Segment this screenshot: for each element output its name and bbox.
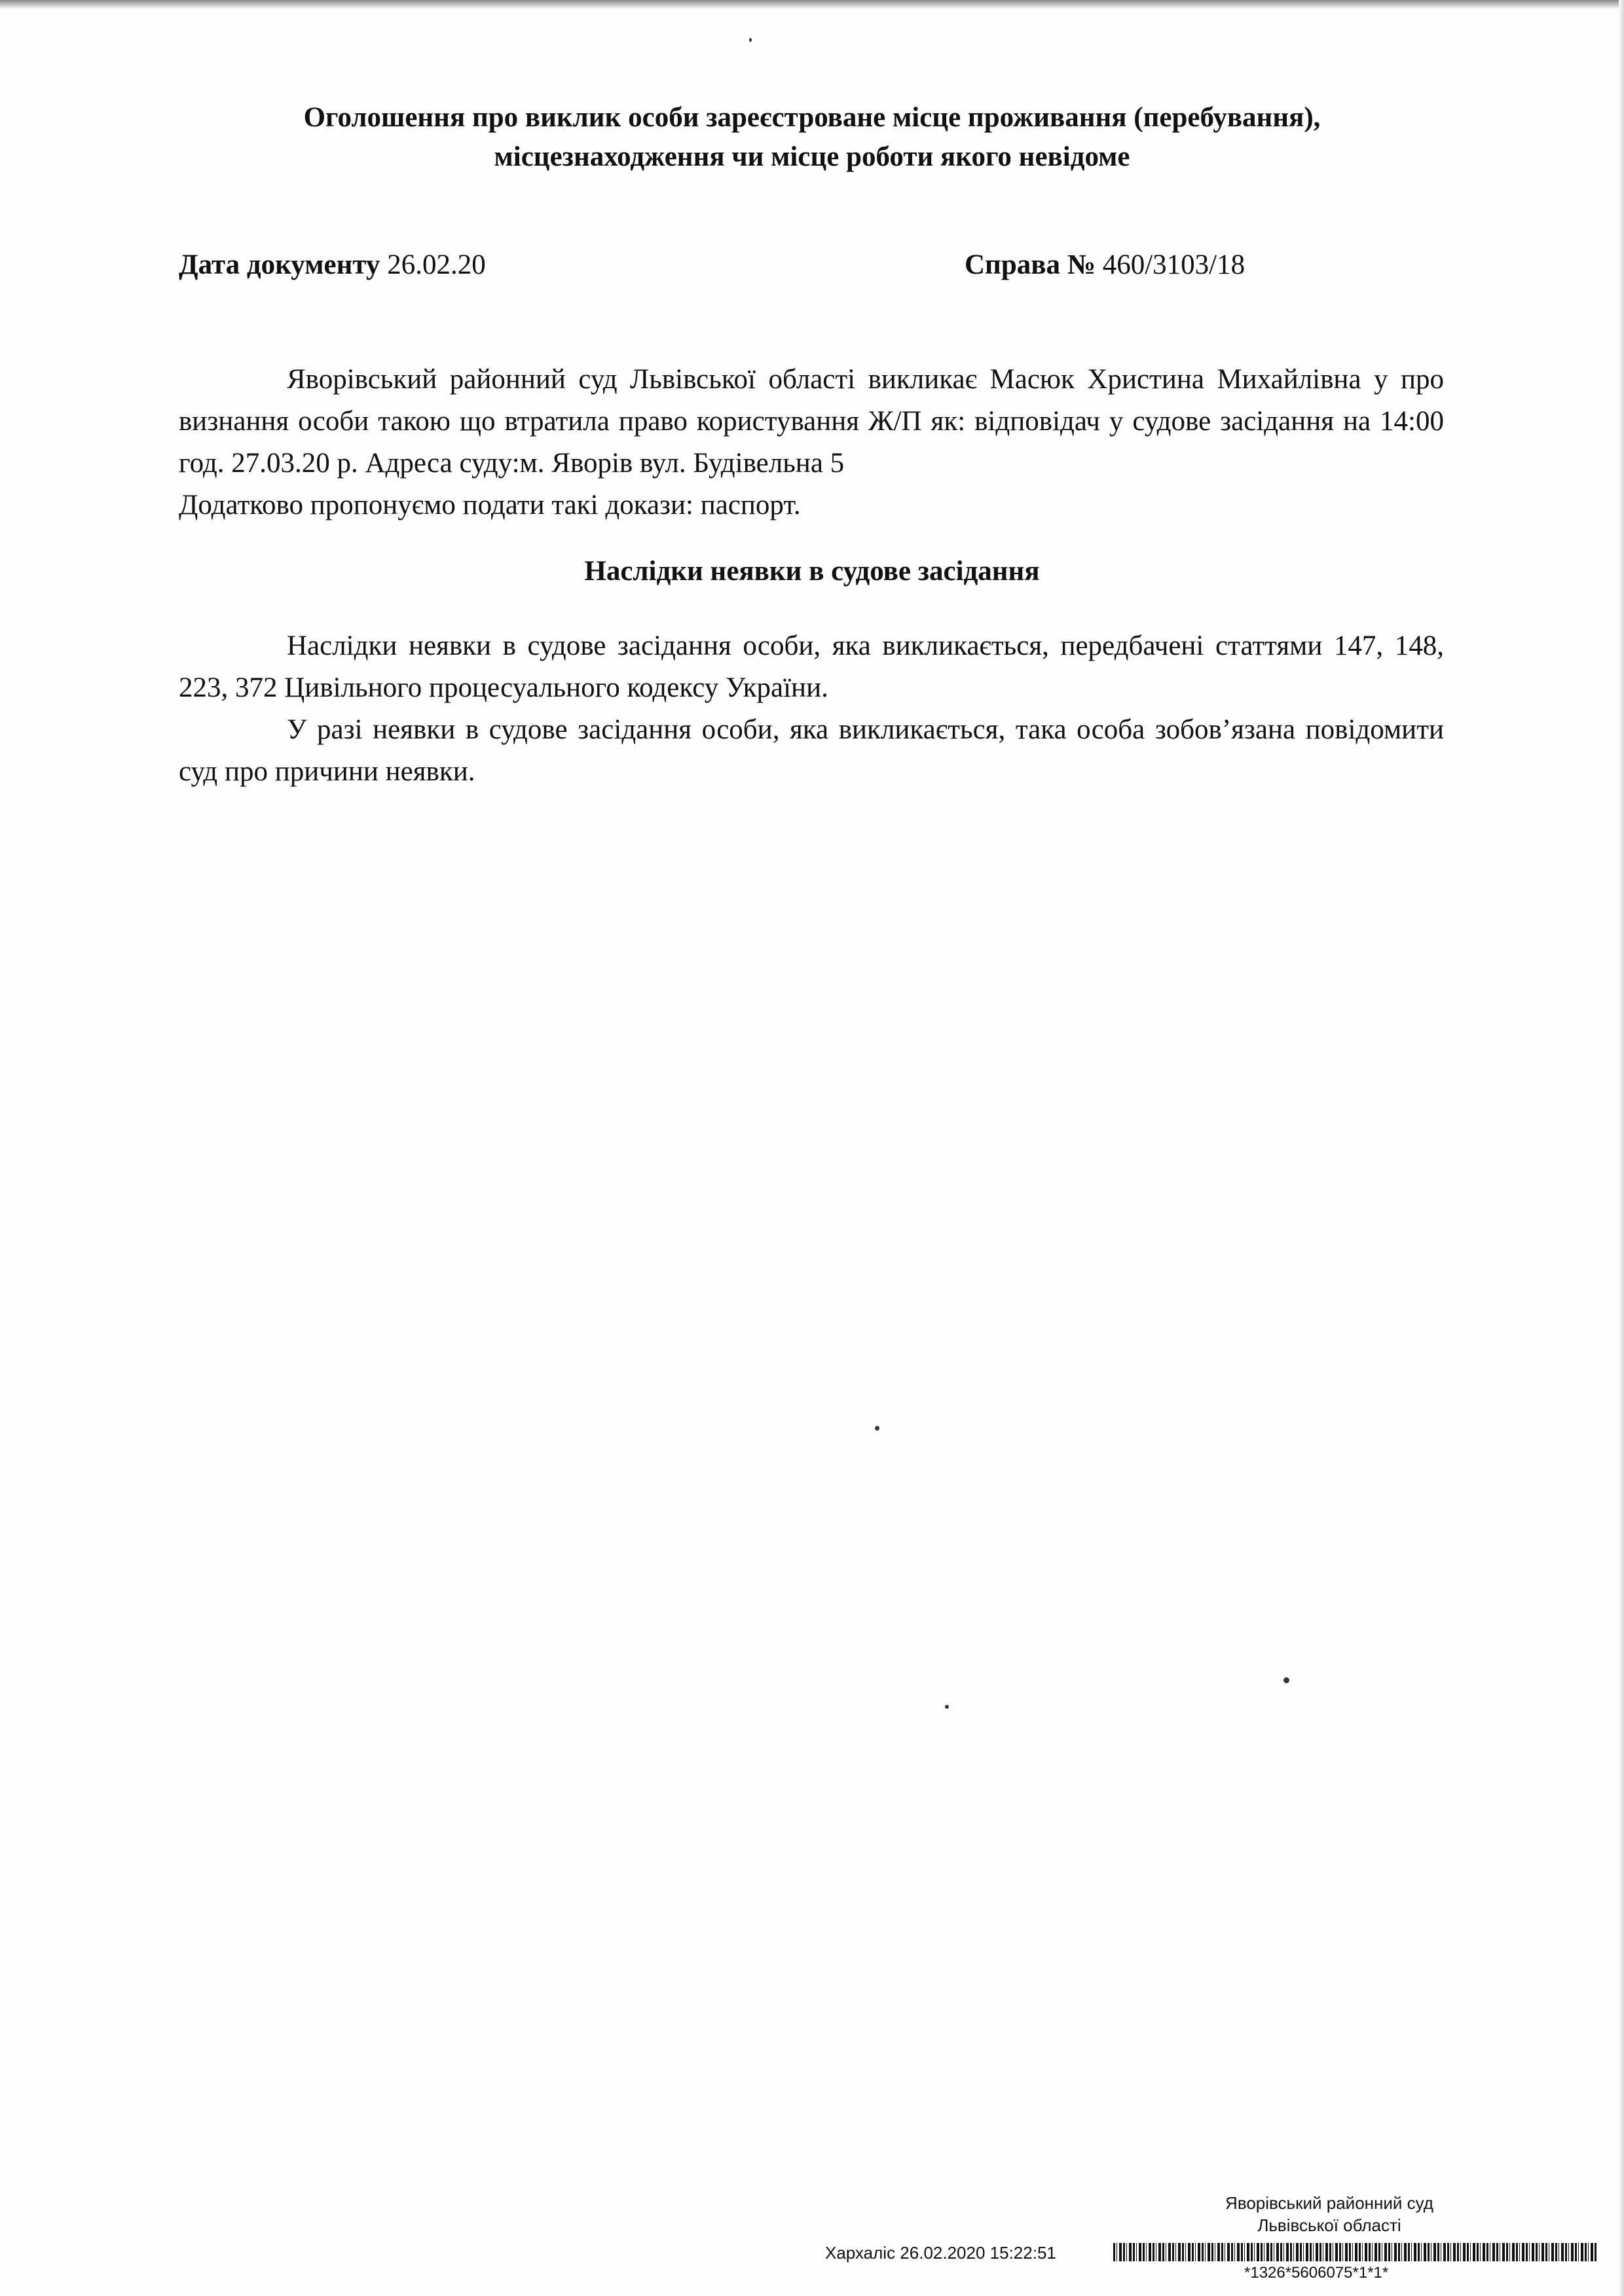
registration-footer xyxy=(812,2192,1598,2290)
scan-speck xyxy=(945,1705,949,1709)
scan-right-edge xyxy=(1619,0,1624,2296)
date-value: 26.02.20 xyxy=(387,249,486,280)
scan-speck xyxy=(1283,1677,1289,1683)
summons-text: Яворівський районний суд Львівської області викликає Масюк Христина Михайлівна у про визнання особи такою що втратила право користування Ж/П як: відповідач у судове засідання на 14:00 год. 27.03.20 р. Адреса суду:м. Яворів вул. Будівельна 5 xyxy=(179,364,1444,479)
barcode-number: *1326*5606075*1*1* xyxy=(1244,2264,1389,2282)
summons-paragraph xyxy=(179,359,1444,526)
document-title xyxy=(177,98,1447,177)
title-line-1: Оголошення про виклик особи зареєстроване місце проживання (перебування), xyxy=(303,102,1321,133)
court-name-line-1: Яворівський районний суд xyxy=(1225,2193,1433,2213)
document-date xyxy=(179,249,486,281)
case-number xyxy=(965,249,1245,281)
scan-speck xyxy=(875,1426,879,1430)
court-stamp xyxy=(1179,2192,1480,2236)
consequences-section xyxy=(179,625,1444,793)
obligation-paragraph: У разі неявки в судове засідання особи, яка викликається, така особа зобов’язана повідомити суд про причини неявки. xyxy=(179,714,1444,787)
consequences-paragraph: Наслідки неявки в судове засідання особи, яка викликається, передбачені статтями 147, 148, 223, 372 Цивільного процесуального кодексу України. xyxy=(179,630,1444,703)
scan-top-edge xyxy=(0,0,1624,9)
date-label: Дата документу xyxy=(179,249,380,280)
title-line-2: місцезнаходження чи місце роботи якого невідоме xyxy=(494,141,1130,172)
scan-speck xyxy=(749,38,752,42)
case-value: 460/3103/18 xyxy=(1102,249,1246,280)
evidence-request: Додатково пропонуємо подати такі докази: паспорт. xyxy=(179,490,801,520)
case-label: Справа № xyxy=(965,249,1096,280)
consequences-heading: Наслідки неявки в судове засідання xyxy=(584,556,1040,587)
operator-timestamp: Хархаліс 26.02.2020 15:22:51 xyxy=(825,2243,1056,2263)
court-name-line-2: Львівської області xyxy=(1257,2215,1401,2235)
barcode-image xyxy=(1113,2243,1598,2261)
